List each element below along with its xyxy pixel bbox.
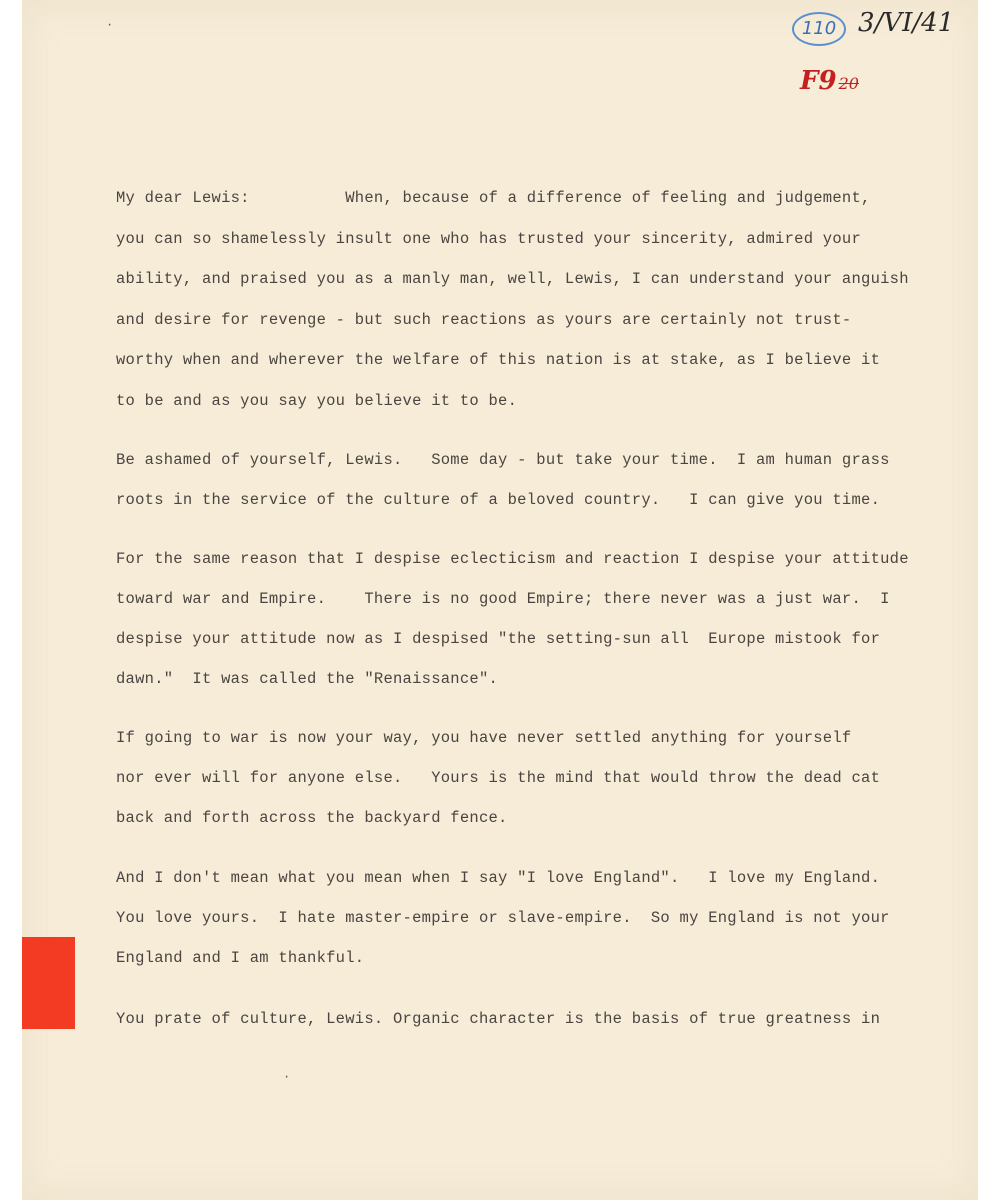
letter-line: to be and as you say you believe it to be. [116,392,518,410]
letter-line: My dear Lewis: When, because of a difference of feeling and judgement, [116,189,871,207]
letter-line: If going to war is now your way, you have never settled anything for yourself [116,729,852,747]
letter-line: you can so shamelessly insult one who has trusted your sincerity, admired your [116,230,862,248]
circled-number-annotation: 110 [792,12,846,46]
letter-line: back and forth across the backyard fence. [116,809,508,827]
letter-line: England and I am thankful. [116,949,365,967]
letter-line: For the same reason that I despise eclecticism and reaction I despise your attitude [116,550,909,568]
letter-line: dawn." It was called the "Renaissance". [116,670,499,688]
ink-speck: · [106,18,114,32]
letter-line: nor ever will for anyone else. Yours is the mind that would throw the dead cat [116,769,881,787]
ink-speck: · [283,1070,291,1084]
letter-line: ability, and praised you as a manly man, well, Lewis, I can understand your anguish [116,270,909,288]
letter-line: and desire for revenge - but such reactions as yours are certainly not trust- [116,311,852,329]
red-ink-mark: F9 [800,66,837,96]
letter-line: roots in the service of the culture of a beloved country. I can give you time. [116,491,881,509]
red-color-tab [22,937,75,1029]
letter-line: toward war and Empire. There is no good Empire; there never was a just war. I [116,590,890,608]
letter-line: You prate of culture, Lewis. Organic character is the basis of true greatness in [116,1010,881,1028]
letter-line: You love yours. I hate master-empire or slave-empire. So my England is not your [116,909,890,927]
letter-line: despise your attitude now as I despised "the setting-sun all Europe mistook for [116,630,881,648]
letter-line: worthy when and wherever the welfare of this nation is at stake, as I believe it [116,351,881,369]
red-ink-annotation [800,66,859,96]
handwritten-date: 3/VI/41 [858,8,955,38]
letter-line: Be ashamed of yourself, Lewis. Some day - but take your time. I am human grass [116,451,890,469]
red-ink-struck-number: 20 [838,74,859,93]
letter-line: And I don't mean what you mean when I say "I love England". I love my England. [116,869,881,887]
